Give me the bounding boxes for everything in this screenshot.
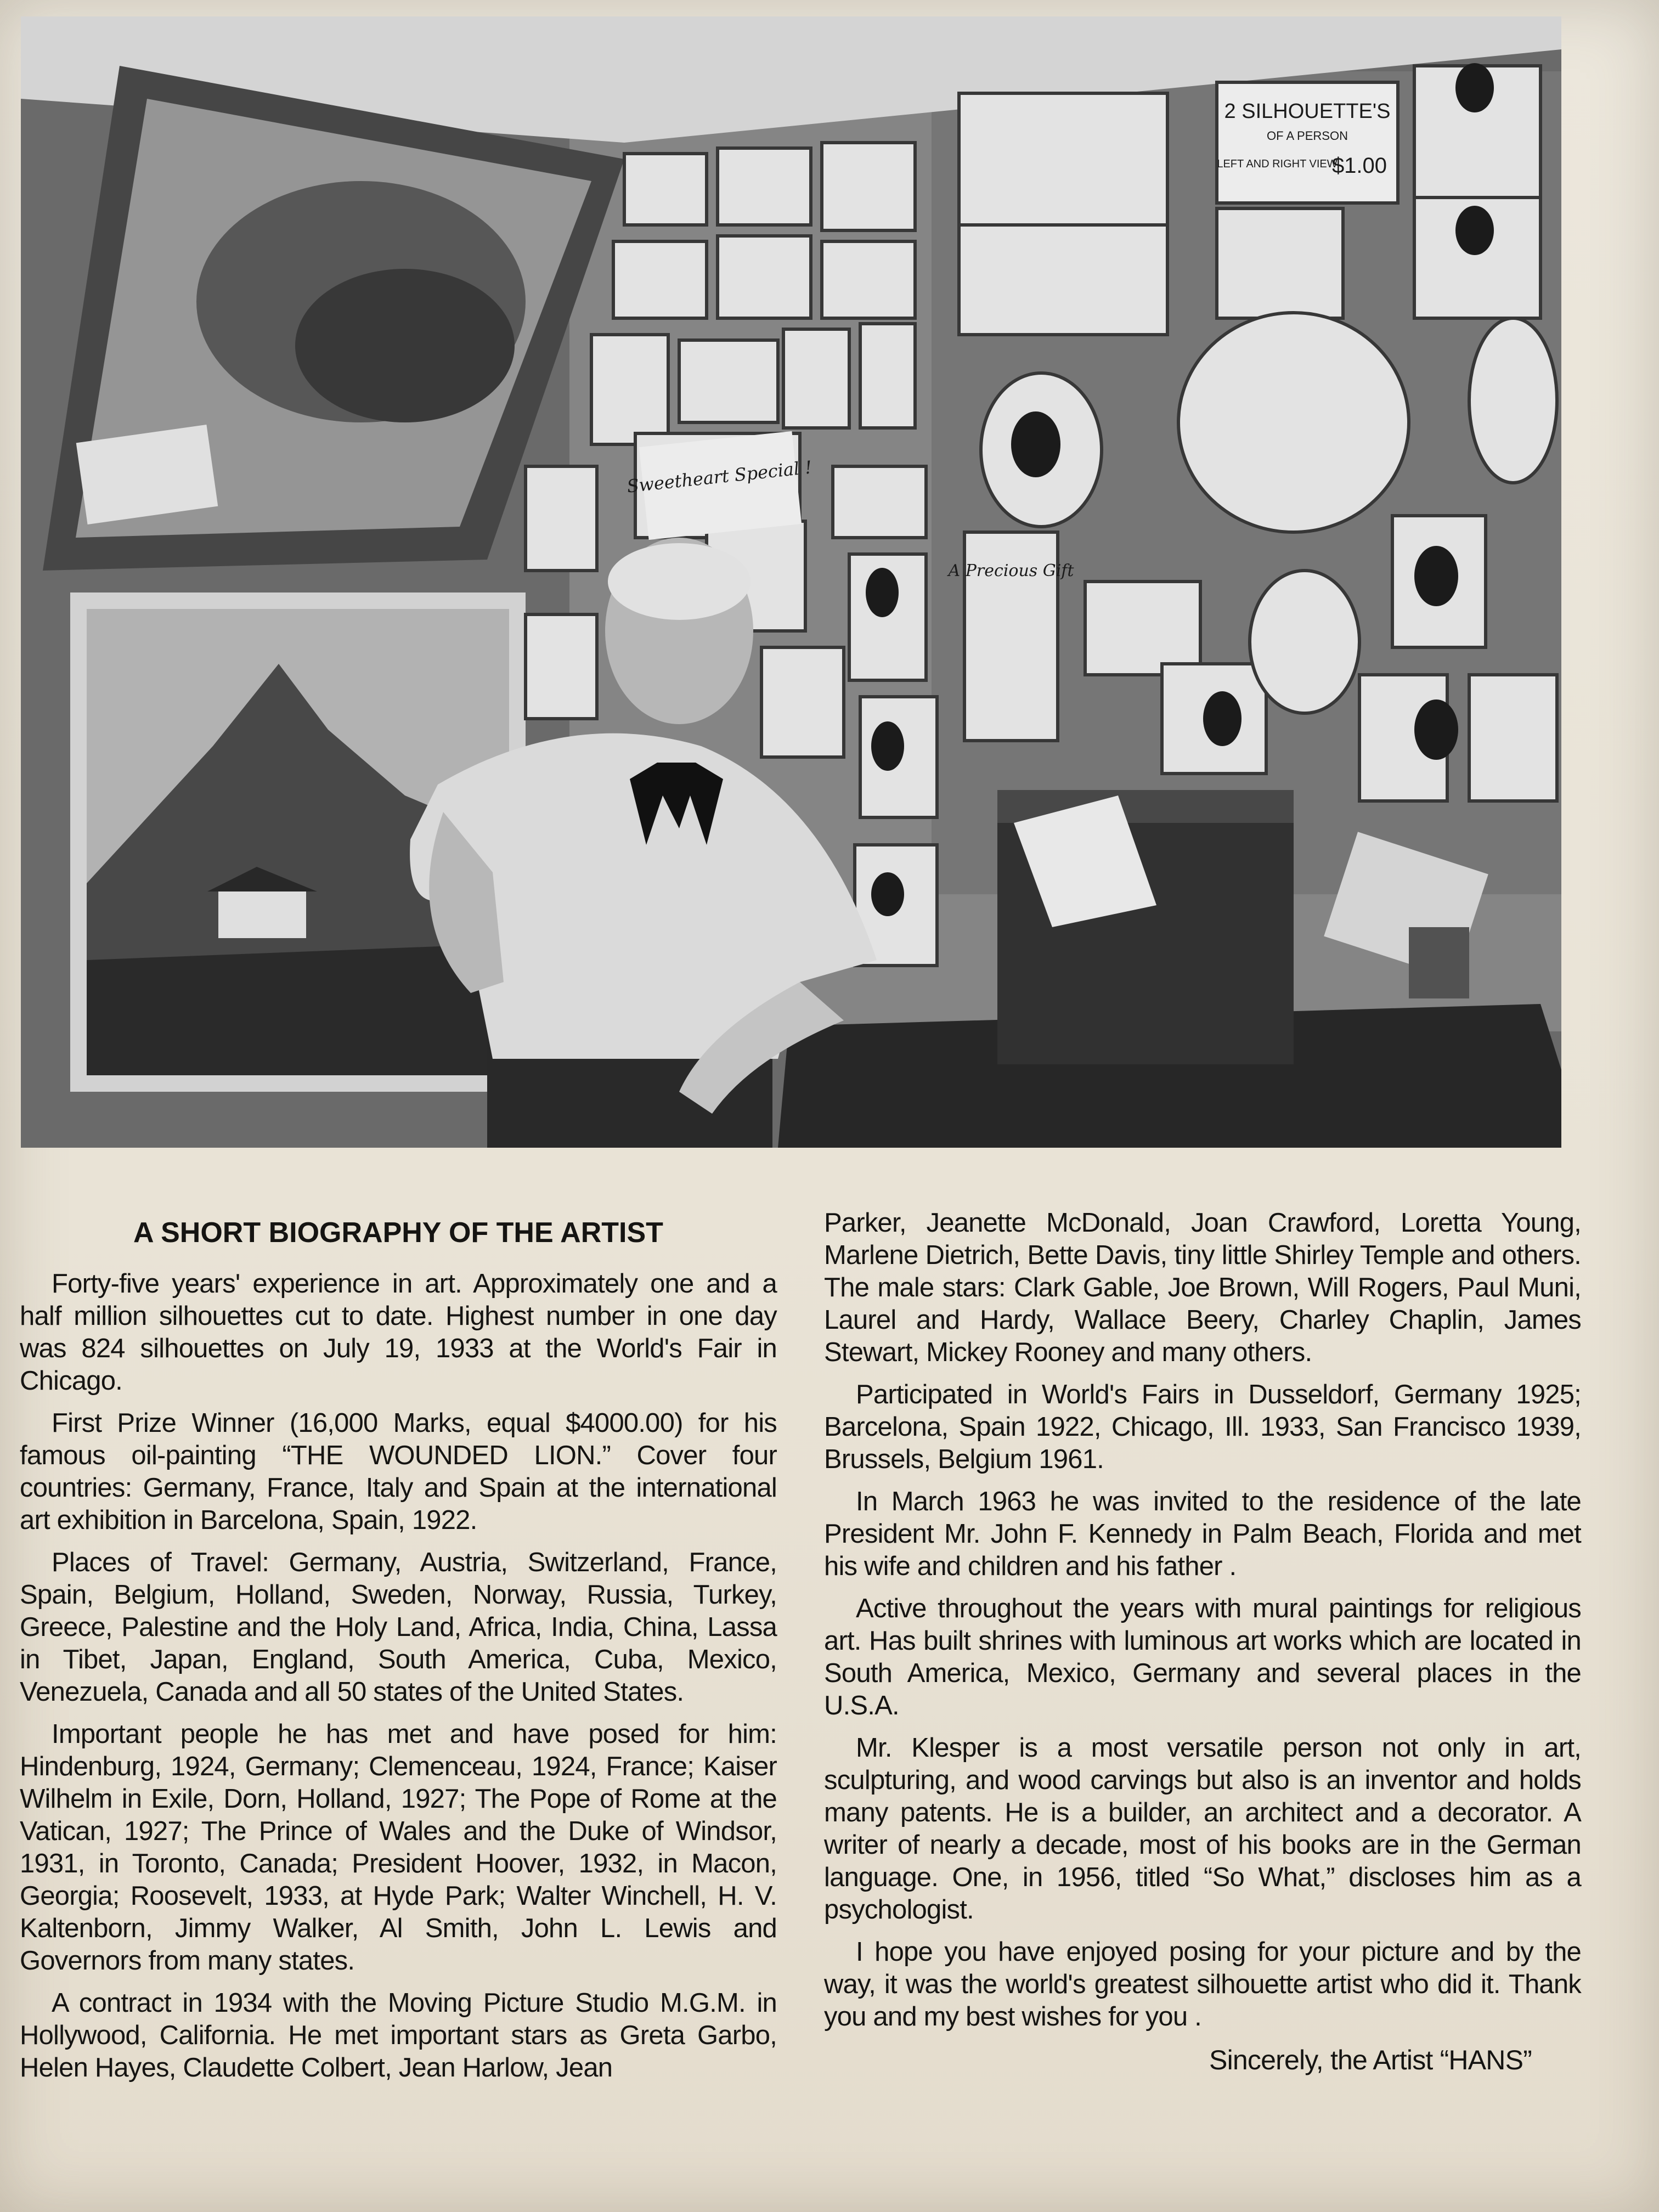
artist-studio-photo bbox=[21, 16, 1561, 1148]
photo-scene bbox=[21, 16, 1561, 1148]
sign-sweetheart-special bbox=[626, 431, 813, 540]
paragraph-stars-continued: Parker, Jeanette McDonald, Joan Crawford, Loretta Young, Marlene Dietrich, Bette Davis, tiny little Shirley Temple and others. The male stars: Clark Gable, Joe Brown, Will Rogers, Paul Muni, Laurel and Hardy, Wallace Beery, Charley Chaplin, James Stewart, Mickey Rooney and many others. bbox=[824, 1208, 1581, 1367]
paragraph-worlds-fairs: Participated in World's Fairs in Dusseldorf, Germany 1925; Barcelona, Spain 1922, Chicago, Ill. 1933, San Francisco 1939, Brussels, Belgium 1961. bbox=[824, 1380, 1581, 1474]
sign-special-text: Sweetheart Special ! bbox=[625, 456, 813, 497]
paragraph-first-prize: First Prize Winner (16,000 Marks, equal $4000.00) for his famous oil-painting “THE WOUNDED LION.” Cover four countries: Germany, France, Italy and Spain at the international art exhibition in Barcelona, Spain, 1922. bbox=[20, 1408, 777, 1535]
sign-precious-text: A Precious Gift bbox=[948, 561, 1074, 580]
artist-biography bbox=[20, 1207, 1600, 2107]
sign-precious-gift bbox=[947, 561, 1075, 580]
signature: Sincerely, the Artist “HANS” bbox=[1209, 2045, 1532, 2075]
paragraph-experience: Forty-five years' experience in art. Approximately one and a half million silhouettes cut to date. Highest number in one day was 824 silhouettes on July 19, 1933 at the World's Fair in Chicago. bbox=[20, 1269, 777, 1396]
sign-line1: 2 SILHOUETTE'S bbox=[1224, 100, 1391, 123]
biography-right-column bbox=[824, 1207, 1581, 2076]
paragraph-mural-paintings: Active throughout the years with mural paintings for religious art. Has built shrines with luminous art works which are located in South America, Mexico, Germany and several places in the U.S.A. bbox=[824, 1594, 1581, 1720]
biography-heading: A SHORT BIOGRAPHY OF THE ARTIST bbox=[133, 1217, 663, 1249]
paragraph-kennedy: In March 1963 he was invited to the residence of the late President Mr. John F. Kennedy in Palm Beach, Florida and met his wife and children and his father . bbox=[824, 1487, 1581, 1581]
sign-line2: OF A PERSON bbox=[1267, 129, 1348, 143]
paragraph-travel: Places of Travel: Germany, Austria, Switzerland, France, Spain, Belgium, Holland, Sweden, Norway, Russia, Turkey, Greece, Palestine and the Holy Land, Africa, India, China, Lassa in Tibet, Japan, England, South America, Cuba, Mexico, Venezuela, Canada and all 50 states of the United States. bbox=[20, 1548, 777, 1707]
paragraph-important-people: Important people he has met and have posed for him: Hindenburg, 1924, Germany; Clemenceau, 1924, France; Kaiser Wilhelm in Exile, Dorn, Holland, 1927; The Pope of Rome at the Vatican, 1927; The Prince of Wales and the Duke of Windsor, 1931, in Toronto, Canada; President Hoover, 1932, in Macon, Georgia; Roosevelt, 1933, at Hyde Park; Walter Winchell, H. V. Kaltenborn, Jimmy Walker, Al Smith, John L. Lewis and Governors from many states. bbox=[20, 1719, 777, 1976]
sign-silhouettes-price bbox=[1217, 82, 1398, 203]
sign-line3: LEFT AND RIGHT VIEW bbox=[1217, 158, 1338, 170]
paragraph-mgm-contract: A contract in 1934 with the Moving Picture Studio M.G.M. in Hollywood, California. He met important stars as Greta Garbo, Helen Hayes, Claudette Colbert, Jean Harlow, Jean bbox=[20, 1988, 777, 2083]
biography-left-column bbox=[20, 1207, 777, 2094]
sign-price: $1.00 bbox=[1331, 154, 1387, 178]
paragraph-versatile: Mr. Klesper is a most versatile person not only in art, sculpturing, and wood carvings but also is an inventor and holds many patents. He is a builder, an architect and a decorator. A writer of nearly a decade, most of his books are in the German language. One, in 1956, titled “So What,” discloses him as a psychologist. bbox=[824, 1733, 1581, 1925]
paragraph-closing: I hope you have enjoyed posing for your picture and by the way, it was the world's greatest silhouette artist who did it. Thank you and my best wishes for you . bbox=[824, 1937, 1581, 2032]
